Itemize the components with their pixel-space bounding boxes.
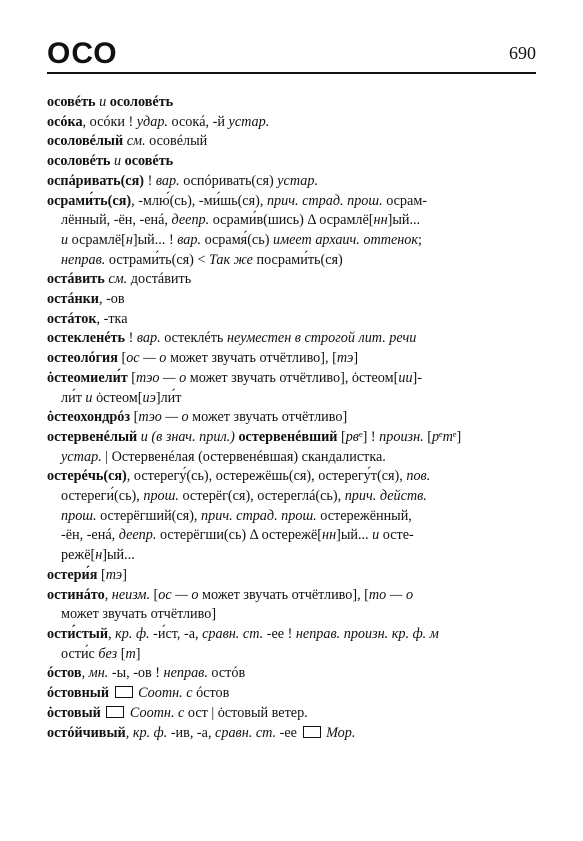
entry-text: [109, 685, 113, 701]
entry-continuation: [47, 389, 539, 409]
entry-text: остерёг(ся), остереглá(сь),: [178, 488, 345, 505]
entry-text: осте-: [379, 527, 414, 544]
label-text: произн.: [379, 428, 424, 445]
entry-continuation: [47, 487, 539, 507]
label-text: тэо — о: [138, 409, 189, 426]
dictionary-entry: [47, 132, 539, 152]
headword: остóйчивый: [47, 724, 126, 741]
headword: остинáто: [47, 586, 105, 603]
dictionary-entry: [47, 684, 539, 704]
headword: ȯстеомиели́т: [47, 369, 128, 386]
label-text: кр. ф.: [115, 625, 150, 642]
entry-continuation: [47, 645, 539, 665]
label-text: см.: [108, 271, 128, 288]
headword-variant: осоловéть: [109, 94, 174, 110]
label-text: и: [95, 94, 110, 110]
entry-text: | Остервенéлая (остервенéвшая) скандалистка.: [101, 448, 386, 465]
entry-text: осрами́в(шись) Δ осрамлё[: [209, 212, 374, 229]
label-text: прич. страд. прош.: [266, 192, 383, 209]
entry-text: ]: [135, 645, 141, 662]
label-text: устар.: [228, 113, 270, 130]
entry-text: осрам-: [382, 192, 428, 209]
label-text: рв: [345, 428, 359, 445]
label-text: тэ: [105, 566, 123, 583]
entry-text: остерёгши(сь) Δ остережё[: [156, 527, 323, 544]
entry-text: может звучать отчётливо], [: [166, 350, 337, 367]
label-text: ос — о: [158, 586, 199, 603]
label-text: см.: [126, 133, 146, 150]
page-number: 690: [509, 43, 536, 63]
label-text: Так же: [209, 251, 253, 268]
entry-text: , -тка: [96, 310, 128, 327]
headword-variant: осовéть: [124, 153, 174, 170]
headword: ости́стый: [47, 625, 109, 642]
label-text: тэо — о: [136, 369, 187, 386]
label-text: деепр.: [171, 212, 210, 229]
entry-text: осокá, -й: [167, 113, 229, 130]
entry-text: достáвить: [127, 271, 192, 288]
label-text: р: [431, 428, 440, 445]
entry-text: [101, 705, 105, 721]
entry-text: острами́ть(ся) <: [105, 251, 209, 268]
label-text: Соотн. с: [129, 704, 185, 721]
entry-text: [: [117, 645, 126, 662]
box-symbol-icon: [106, 706, 124, 718]
dictionary-entry: [47, 467, 539, 487]
label-text: прич. действ.: [344, 488, 427, 505]
label-text: вар.: [155, 172, 180, 189]
headword: осоловéть: [47, 153, 111, 170]
entry-text: , остерегу́(сь), остережёшь(ся), остерегу́т(ся),: [126, 468, 407, 485]
label-text: нн: [373, 212, 388, 229]
headword: остáвить: [47, 271, 105, 288]
entry-continuation: [47, 507, 539, 527]
headword-variant: остервенéвший: [238, 428, 338, 445]
dictionary-entry: [47, 408, 539, 428]
headword: ȯстеохондрóз: [47, 409, 131, 426]
entry-text: ,: [108, 625, 116, 642]
entry-continuation: [47, 605, 539, 625]
entry-text: ]: [122, 566, 127, 583]
entry-text: ]ый...: [102, 547, 135, 564]
entry-text: лённый, -ён, -енá,: [61, 212, 172, 229]
headword: осовéть: [47, 94, 96, 110]
label-text: и: [110, 153, 125, 170]
entry-text: осрамлё[: [68, 231, 126, 248]
dictionary-entry: [47, 93, 539, 113]
entry-text: ]ый...: [336, 527, 373, 544]
label-text: деепр.: [118, 527, 157, 544]
entry-text: ]: [353, 350, 359, 367]
guide-word: ОСО: [47, 37, 118, 70]
label-text: неизм.: [111, 586, 150, 603]
headword: остерéчь(ся): [47, 468, 127, 485]
entry-text: ᵉ]: [452, 428, 462, 445]
dictionary-entry: [47, 724, 539, 744]
entry-text: -ив, -а,: [167, 724, 216, 741]
headword: осóка: [47, 113, 83, 130]
entry-text: ]ли́т: [155, 389, 182, 406]
entry-text: ]ый...: [387, 212, 421, 229]
dictionary-entry: [47, 664, 539, 684]
label-text: н: [125, 231, 133, 248]
label-text: и: [372, 527, 380, 544]
label-text: тэ: [336, 350, 354, 367]
entry-text: может звучать отчётливо], [: [198, 586, 369, 603]
entry-text: ᵉ] !: [358, 428, 380, 445]
label-text: вар.: [177, 231, 202, 248]
label-text: прич. страд. прош.: [201, 507, 317, 524]
entry-text: , осóки !: [82, 113, 137, 130]
label-text: сравн. ст.: [215, 724, 277, 741]
label-text: неправ. произн. кр. ф. м: [295, 625, 439, 642]
headword: осрами́ть(ся): [47, 192, 132, 209]
entry-text: !: [125, 330, 137, 347]
headword: ȯстовый: [47, 704, 101, 721]
headword: осоловéлый: [47, 133, 124, 150]
headword: остеолóгия: [47, 350, 118, 367]
headword: остекленéть: [47, 330, 126, 347]
dictionary-entry: [47, 349, 539, 369]
dictionary-entry: [47, 270, 539, 290]
entry-text: ,: [104, 586, 112, 603]
entry-continuation: [47, 448, 539, 468]
label-text: неправ.: [61, 251, 106, 268]
label-text: Соотн. с: [138, 685, 193, 702]
entry-text: остерёгший(ся),: [96, 507, 202, 524]
dictionary-entry: [47, 152, 539, 172]
entry-text: ȯстеом[: [92, 389, 143, 406]
dictionary-entry: [47, 704, 539, 724]
entry-text: осовéлый: [145, 133, 208, 150]
headword: óстов: [47, 665, 82, 682]
entry-text: óстов: [192, 685, 230, 702]
headword: остáнки: [47, 291, 99, 308]
entry-text: ,: [125, 724, 133, 741]
entry-text: [: [97, 566, 106, 583]
entry-text: [: [127, 369, 137, 386]
entry-text: ᵉ: [439, 428, 443, 445]
label-text: мн.: [88, 665, 109, 682]
dictionary-entry: [47, 369, 539, 389]
entry-text: -ее !: [263, 625, 296, 642]
page-header: [47, 37, 536, 77]
label-text: без: [98, 645, 118, 662]
label-text: ос — о: [126, 350, 167, 367]
entry-text: ,: [81, 665, 89, 682]
entry-text: ]ый... !: [132, 231, 178, 248]
dictionary-entry: [47, 586, 539, 606]
entry-text: ли́т: [61, 389, 86, 406]
label-text: Мор.: [326, 724, 356, 741]
label-text: т: [125, 645, 136, 662]
entry-text: -ее: [276, 724, 301, 741]
entry-text: [: [337, 428, 346, 445]
entry-text: остереги́(сь),: [61, 488, 144, 505]
dictionary-entry: [47, 310, 539, 330]
entry-text: оспóривать(ся): [179, 172, 278, 189]
entry-text: [: [117, 350, 127, 367]
entry-continuation: [47, 546, 539, 566]
entry-text: может звучать отчётливо]: [188, 409, 348, 426]
entry-text: [: [423, 428, 432, 445]
label-text: н: [95, 547, 103, 564]
entry-text: , -млю́(сь), -ми́шь(ся),: [131, 192, 267, 209]
entry-text: режё[: [61, 547, 96, 564]
entry-text: ост | ȯстовый ветер.: [184, 704, 308, 721]
label-text: и: [85, 389, 93, 406]
label-text: т: [442, 428, 453, 445]
entry-continuation: [47, 251, 539, 271]
header-rule: [47, 72, 536, 74]
entry-text: остережённый,: [316, 507, 412, 524]
dictionary-entry: [47, 192, 539, 212]
dictionary-entry: [47, 625, 539, 645]
dictionary-entry: [47, 113, 539, 133]
label-text: кр. ф.: [132, 724, 168, 741]
headword: остáток: [47, 310, 97, 327]
entry-text: !: [144, 172, 156, 189]
dictionary-entry: [47, 428, 539, 448]
box-symbol-icon: [303, 726, 321, 738]
entry-text: -ён, -енá,: [61, 527, 119, 544]
entry-text: -и́ст, -а,: [149, 625, 203, 642]
entry-continuation: [47, 211, 539, 231]
label-text: иэ: [142, 389, 156, 406]
entry-text: ;: [418, 231, 422, 248]
entry-text: может звучать отчётливо]: [61, 606, 217, 623]
label-text: прош.: [61, 507, 97, 524]
entry-text: , -ов: [98, 291, 125, 308]
label-text: то — о: [368, 586, 414, 603]
dictionary-entry: [47, 172, 539, 192]
dictionary-entries: [47, 93, 539, 743]
label-text: устар.: [277, 172, 318, 189]
dictionary-entry: [47, 290, 539, 310]
label-text: сравн. ст.: [202, 625, 264, 642]
headword: оспáривать(ся): [47, 172, 145, 189]
entry-text: может звучать отчётливо], ȯстеом[: [186, 369, 399, 386]
entry-text: [: [150, 586, 159, 603]
entry-continuation: [47, 231, 539, 251]
entry-text: -ы, -ов !: [108, 665, 164, 682]
entry-text: [: [130, 409, 139, 426]
headword: остери́я: [47, 566, 98, 583]
label-text: пов.: [406, 468, 431, 485]
label-text: и: [61, 231, 69, 248]
label-text: имеет архаич. оттенок: [272, 231, 419, 248]
entry-text: остеклéть: [160, 330, 227, 347]
entry-text: ]-: [412, 369, 422, 386]
label-text: неуместен в строгой лит. речи: [226, 330, 417, 347]
label-text: вар.: [136, 330, 161, 347]
label-text: и (в знач. прил.): [137, 428, 239, 445]
label-text: неправ.: [163, 665, 208, 682]
entry-text: осрамя́(сь): [201, 231, 273, 248]
dictionary-entry: [47, 329, 539, 349]
headword: óстовный: [47, 685, 110, 702]
entry-continuation: [47, 526, 539, 546]
box-symbol-icon: [115, 686, 133, 698]
entry-text: ости́с: [61, 645, 99, 662]
label-text: устар.: [61, 448, 102, 465]
label-text: удар.: [136, 113, 168, 130]
label-text: прош.: [143, 488, 179, 505]
entry-text: посрами́ть(ся): [252, 251, 343, 268]
dictionary-entry: [47, 566, 539, 586]
entry-text: остóв: [207, 665, 246, 682]
label-text: ии: [398, 369, 413, 386]
label-text: нн: [322, 527, 337, 544]
headword: остервенéлый: [47, 428, 138, 445]
